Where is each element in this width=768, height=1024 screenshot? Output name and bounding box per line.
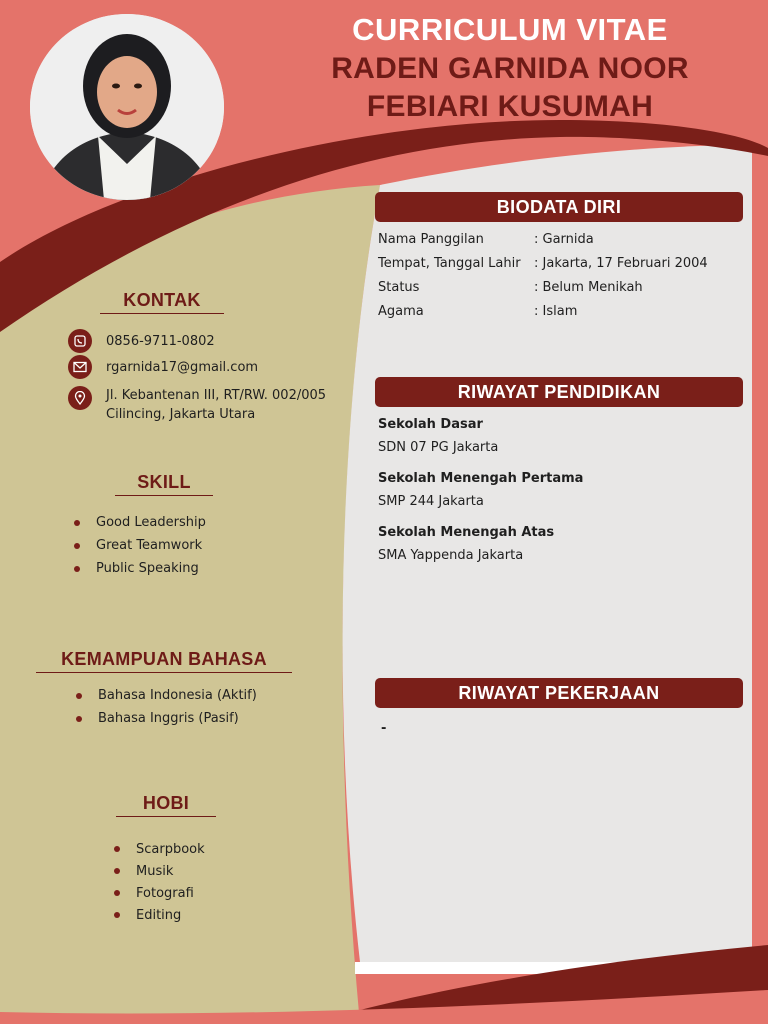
location-icon (68, 386, 92, 410)
bullet-icon (76, 693, 82, 699)
work-heading: RIWAYAT PEKERJAAN (375, 678, 743, 708)
education-level: Sekolah Menengah Atas (378, 525, 555, 540)
bio-heading: BIODATA DIRI (375, 192, 743, 222)
bullet-icon (114, 846, 120, 852)
profile-photo (30, 14, 224, 200)
list-item: Fotografi (114, 882, 205, 904)
contact-email-row (68, 355, 258, 381)
education-school: SMP 244 Jakarta (378, 494, 484, 509)
list-item: Good Leadership (74, 511, 206, 534)
phone-icon (68, 329, 92, 353)
contact-phone-row (68, 329, 215, 355)
contact-email: rgarnida17@gmail.com (106, 360, 259, 375)
skill-heading: SKILL (115, 472, 213, 496)
name-line-1: RADEN GARNIDA NOOR (331, 52, 689, 85)
bullet-icon (114, 868, 120, 874)
table-row: Agama : Islam (378, 303, 578, 319)
hobby-list (114, 838, 205, 926)
bullet-icon (74, 520, 80, 526)
header (260, 10, 760, 126)
education-level: Sekolah Dasar (378, 417, 483, 432)
bullet-icon (76, 716, 82, 722)
table-row: Nama Panggilan : Garnida (378, 231, 594, 247)
bio-table (378, 227, 708, 323)
list-item: Scarpbook (114, 838, 205, 860)
email-icon (68, 355, 92, 379)
contact-address-row (68, 386, 326, 424)
table-row: Status : Belum Menikah (378, 279, 643, 295)
list-item: Editing (114, 904, 205, 926)
language-heading: KEMAMPUAN BAHASA (36, 649, 292, 673)
list-item: Great Teamwork (74, 534, 206, 557)
bullet-icon (114, 912, 120, 918)
name-line-2: FEBIARI KUSUMAH (366, 90, 654, 123)
contact-heading: KONTAK (100, 290, 224, 314)
list-item: Bahasa Indonesia (Aktif) (76, 684, 257, 707)
list-item: Public Speaking (74, 557, 206, 580)
education-school: SMA Yappenda Jakarta (378, 548, 524, 563)
bullet-icon (114, 890, 120, 896)
bullet-icon (74, 543, 80, 549)
contact-phone: 0856-9711-0802 (106, 334, 215, 349)
avatar-illustration (30, 14, 224, 200)
contact-address-line-2: Cilincing, Jakarta Utara (106, 407, 256, 422)
language-list (76, 684, 257, 730)
education-list (378, 414, 583, 568)
cv-title: CURRICULUM VITAE (352, 12, 668, 47)
education-school: SDN 07 PG Jakarta (378, 440, 499, 455)
skill-list (74, 511, 206, 580)
contact-address-line-1: Jl. Kebantenan III, RT/RW. 002/005 (106, 388, 327, 403)
education-level: Sekolah Menengah Pertama (378, 471, 584, 486)
education-heading: RIWAYAT PENDIDIKAN (375, 377, 743, 407)
table-row: Tempat, Tanggal Lahir : Jakarta, 17 Februari 2004 (378, 255, 708, 271)
work-content: - (381, 721, 387, 736)
list-item: Bahasa Inggris (Pasif) (76, 707, 257, 730)
list-item: Musik (114, 860, 205, 882)
bullet-icon (74, 566, 80, 572)
hobby-heading: HOBI (116, 793, 216, 817)
